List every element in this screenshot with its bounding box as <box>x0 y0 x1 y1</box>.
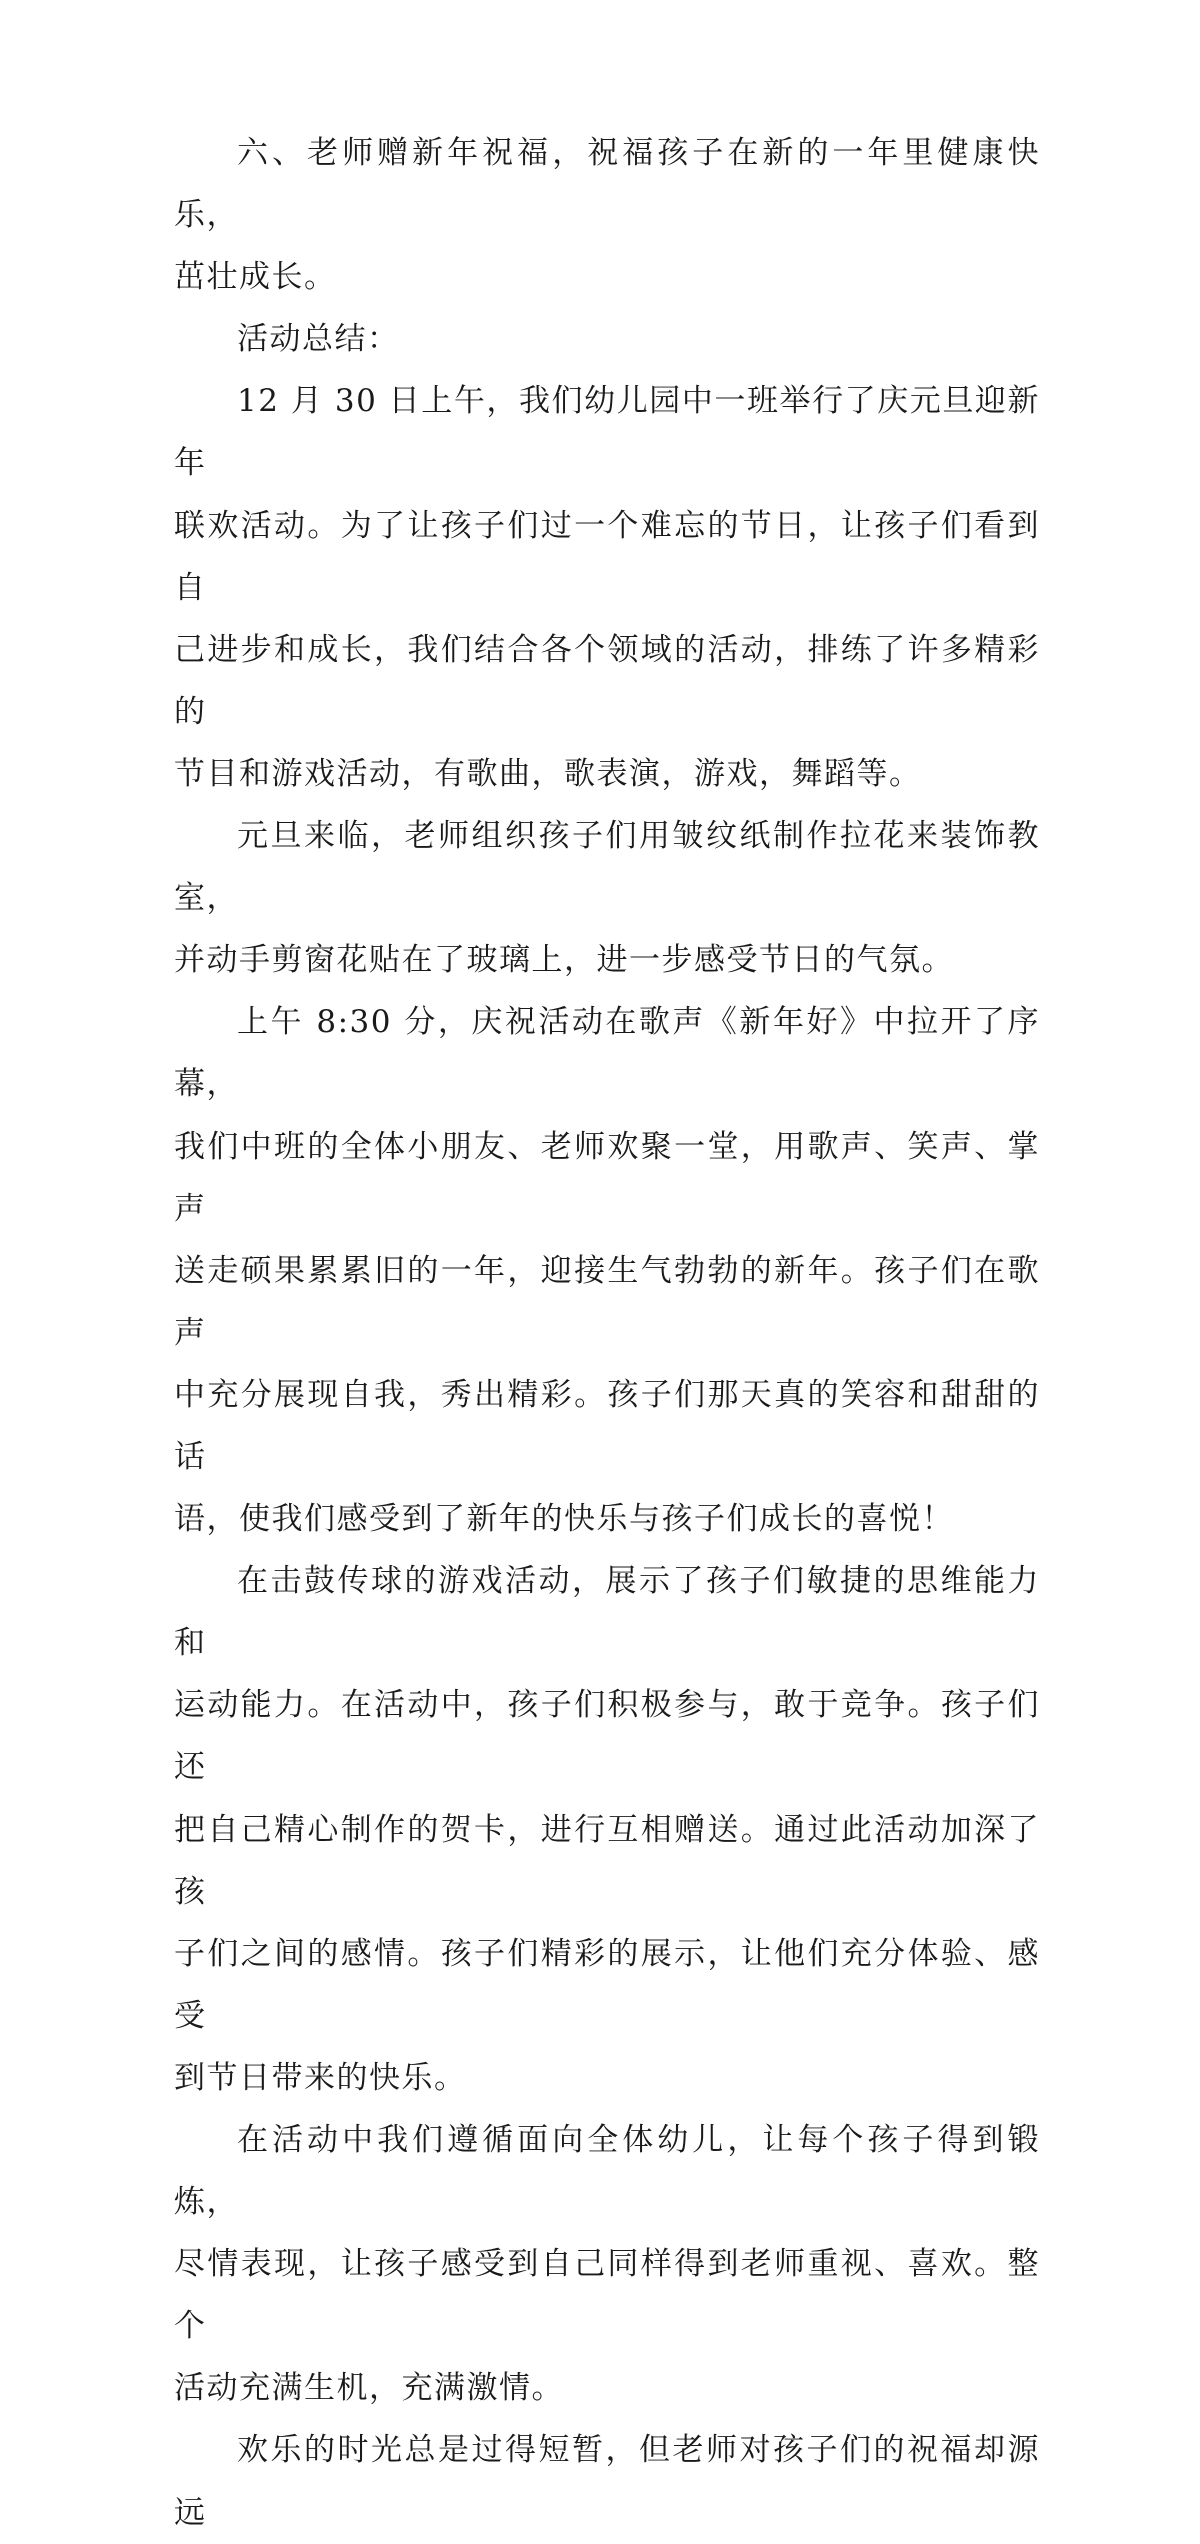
paragraph-summary-heading: 活动总结： <box>237 321 400 358</box>
paragraph-closing: 欢乐的时光总是过得短暂，但老师对孩子们的祝福却源远 <box>174 2432 1040 2531</box>
document-page <box>174 122 1040 2544</box>
paragraph-teacher-wishes: 六、老师赠新年祝福，祝福孩子在新的一年里健康快乐， 茁壮成长。 <box>174 135 1040 296</box>
paragraph-decoration: 元旦来临，老师组织孩子们用皱纹纸制作拉花来装饰教室， 并动手剪窗花贴在了玻璃上，进一步感受节日的气氛。 <box>174 818 1040 979</box>
paragraph-games: 在击鼓传球的游戏活动，展示了孩子们敏捷的思维能力和 运动能力。在活动中，孩子们积极参与，敢于竞争。孩子们还 把自己精心制作的贺卡，进行互相赠送。通过此活动加深了孩 子们之间的感情。孩子们精彩的展示，让他们充分体验、感受 到节日带来的快乐。 <box>174 1563 1040 2096</box>
paragraph-all-children: 在活动中我们遵循面向全体幼儿，让每个孩子得到锻炼， 尽情表现，让孩子感受到自己同样得到老师重视、喜欢。整个 活动充满生机，充满激情。 <box>174 2122 1040 2407</box>
paragraph-celebration-start: 上午 8:30 分，庆祝活动在歌声《新年好》中拉开了序幕， 我们中班的全体小朋友、老师欢聚一堂，用歌声、笑声、掌声 送走硕果累累旧的一年，迎接生气勃勃的新年。孩子们在歌声 中充分展现自我，秀出精彩。孩子们那天真的笑容和甜甜的话 语，使我们感受到了新年的快乐与孩子们成长的喜悦！ <box>174 1004 1040 1538</box>
paragraph-event-intro: 12 月 30 日上午，我们幼儿园中一班举行了庆元旦迎新年 联欢活动。为了让孩子们过一个难忘的节日，让孩子们看到自 己进步和成长，我们结合各个领域的活动，排练了许多精彩的 节目和游戏活动，有歌曲，歌表演，游戏，舞蹈等。 <box>174 383 1040 792</box>
